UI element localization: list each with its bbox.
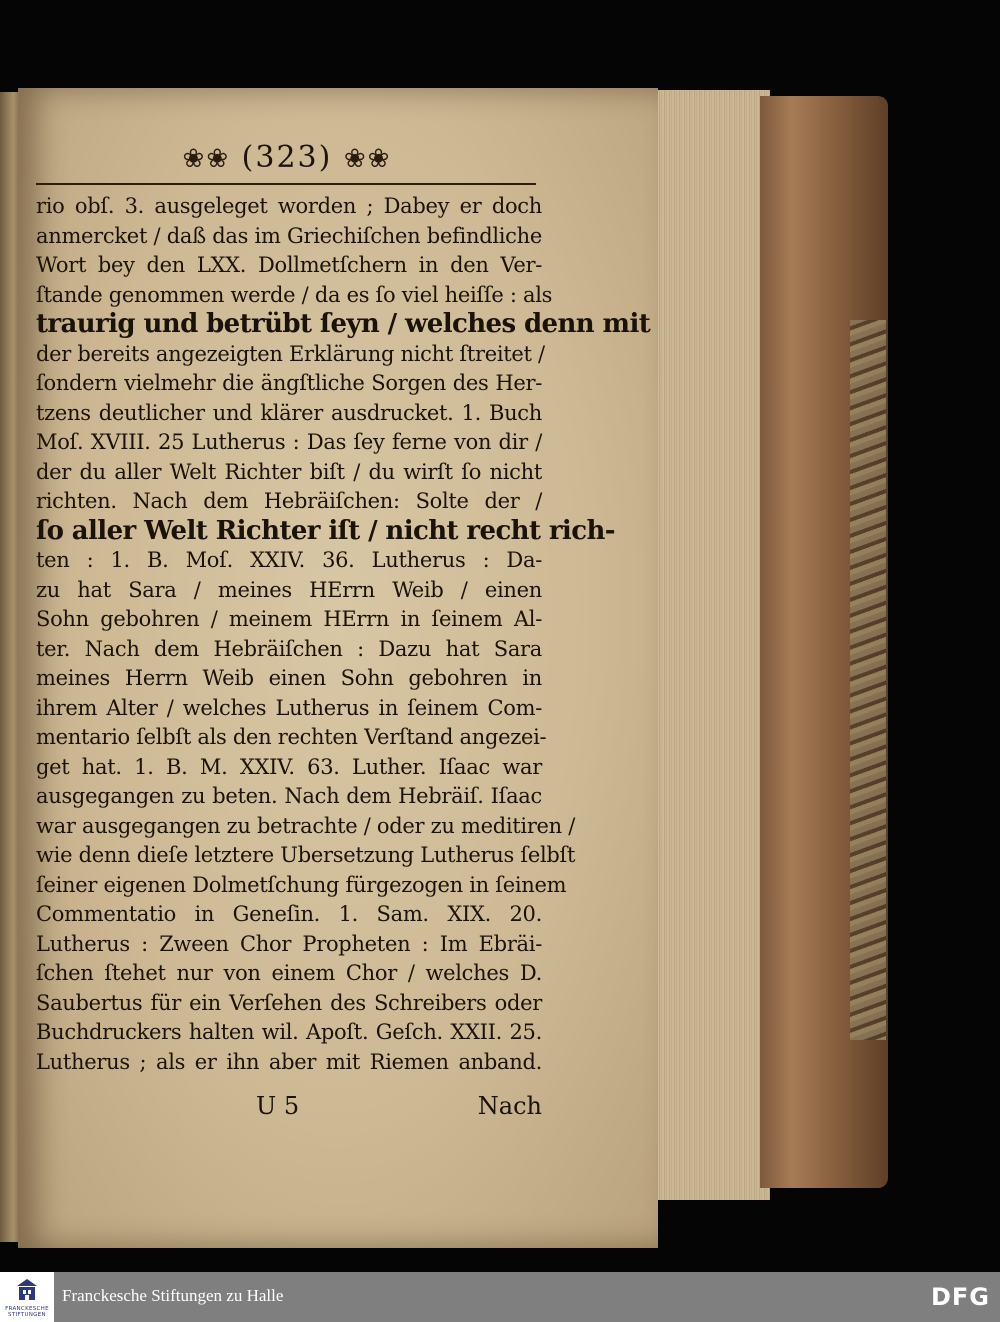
text-line: der bereits angezeigten Erklärung nicht ſtreitet / bbox=[36, 341, 545, 366]
logo-caption bbox=[2, 1306, 52, 1318]
cover-marbling bbox=[850, 320, 886, 1040]
catchword: Nach bbox=[477, 1092, 542, 1120]
logo-caption-line: FRANCKESCHE bbox=[5, 1306, 49, 1312]
ornament-right-icon: ❀❀ bbox=[343, 144, 392, 174]
text-line: ter. Nach dem Hebräiſchen : Dazu hat Sara bbox=[36, 636, 542, 661]
text-line: Wort bey den LXX. Dollmetſchern in den Ver- bbox=[36, 253, 542, 277]
text-line: ſtande genommen werde / da es ſo viel heiſſe : als bbox=[36, 282, 553, 307]
text-line: ſeiner eigenen Dolmetſchung fürgezogen in ſeinem bbox=[36, 872, 567, 897]
signature-mark: U 5 bbox=[256, 1092, 300, 1120]
text-line: get hat. 1. B. M. XXIV. 63. Luther. Iſaac war bbox=[36, 754, 542, 779]
text-line: ihrem Alter / welches Lutherus in ſeinem Com- bbox=[36, 695, 542, 720]
text-line: Lutherus ; als er ihn aber mit Riemen anband. bbox=[36, 1049, 542, 1074]
text-line: Sohn gebohren / meinem HErrn in ſeinem Al- bbox=[36, 607, 542, 631]
page-number: (323) bbox=[241, 140, 333, 175]
text-line: der du aller Welt Richter biſt / du wirſt ſo nicht bbox=[36, 459, 542, 484]
text-line: rio obſ. 3. ausgeleget worden ; Dabey er doch bbox=[36, 194, 542, 218]
dfg-logo[interactable]: DFG bbox=[930, 1283, 990, 1311]
text-line: ſo aller Welt Richter iſt / nicht recht rich- bbox=[36, 515, 615, 546]
text-line: Buchdruckers halten wil. Apoſt. Geſch. XXII. 25. bbox=[36, 1020, 542, 1044]
ornament-left-icon: ❀❀ bbox=[182, 144, 231, 174]
text-line: ſchen ſtehet nur von einem Chor / welches D. bbox=[36, 961, 542, 985]
institution-logo[interactable] bbox=[0, 1272, 54, 1322]
text-line: wie denn dieſe letztere Ubersetzung Lutherus ſelbſt bbox=[36, 843, 576, 867]
text-line: anmercket / daß das im Griechiſchen befindliche bbox=[36, 223, 542, 248]
text-line: Moſ. XVIII. 25 Lutherus : Das ſey ferne von dir / bbox=[36, 430, 542, 454]
text-line: Commentatio in Geneſin. 1. Sam. XIX. 20. bbox=[36, 902, 542, 926]
text-line: zu hat Sara / meines HErrn Weib / einen bbox=[36, 577, 542, 602]
viewer-footer-bar bbox=[0, 1272, 1000, 1322]
header-rule bbox=[36, 183, 536, 185]
building-icon bbox=[15, 1278, 39, 1304]
page-footer bbox=[36, 1092, 542, 1126]
text-line: war ausgegangen zu betrachte / oder zu meditiren / bbox=[36, 813, 576, 838]
text-line: Saubertus für ein Verſehen des Schreibers oder bbox=[36, 990, 542, 1015]
text-line: meines Herrn Weib einen Sohn gebohren in bbox=[36, 666, 542, 690]
logo-caption-line: STIFTUNGEN bbox=[8, 1312, 46, 1318]
institution-name[interactable]: Franckesche Stiftungen zu Halle bbox=[62, 1286, 284, 1305]
text-line: Lutherus : Zween Chor Propheten : Im Ebräi- bbox=[36, 931, 542, 956]
text-line: ten : 1. B. Moſ. XXIV. 36. Lutherus : Da- bbox=[36, 548, 542, 572]
text-line: tzens deutlicher und klärer ausdrucket. 1. Buch bbox=[36, 400, 542, 425]
text-line: ſondern vielmehr die ängſtliche Sorgen des Her- bbox=[36, 371, 542, 395]
text-line: richten. Nach dem Hebräiſchen: Solte der / bbox=[36, 489, 542, 513]
page-header bbox=[34, 140, 540, 175]
text-line: mentario ſelbſt als den rechten Verſtand angezei- bbox=[36, 725, 547, 749]
text-line: traurig und betrübt ſeyn / welches denn mit bbox=[36, 309, 651, 339]
text-line: ausgegangen zu beten. Nach dem Hebräiſ. Iſaac bbox=[36, 784, 542, 808]
page-edges bbox=[650, 90, 770, 1200]
body-text bbox=[36, 192, 651, 1077]
